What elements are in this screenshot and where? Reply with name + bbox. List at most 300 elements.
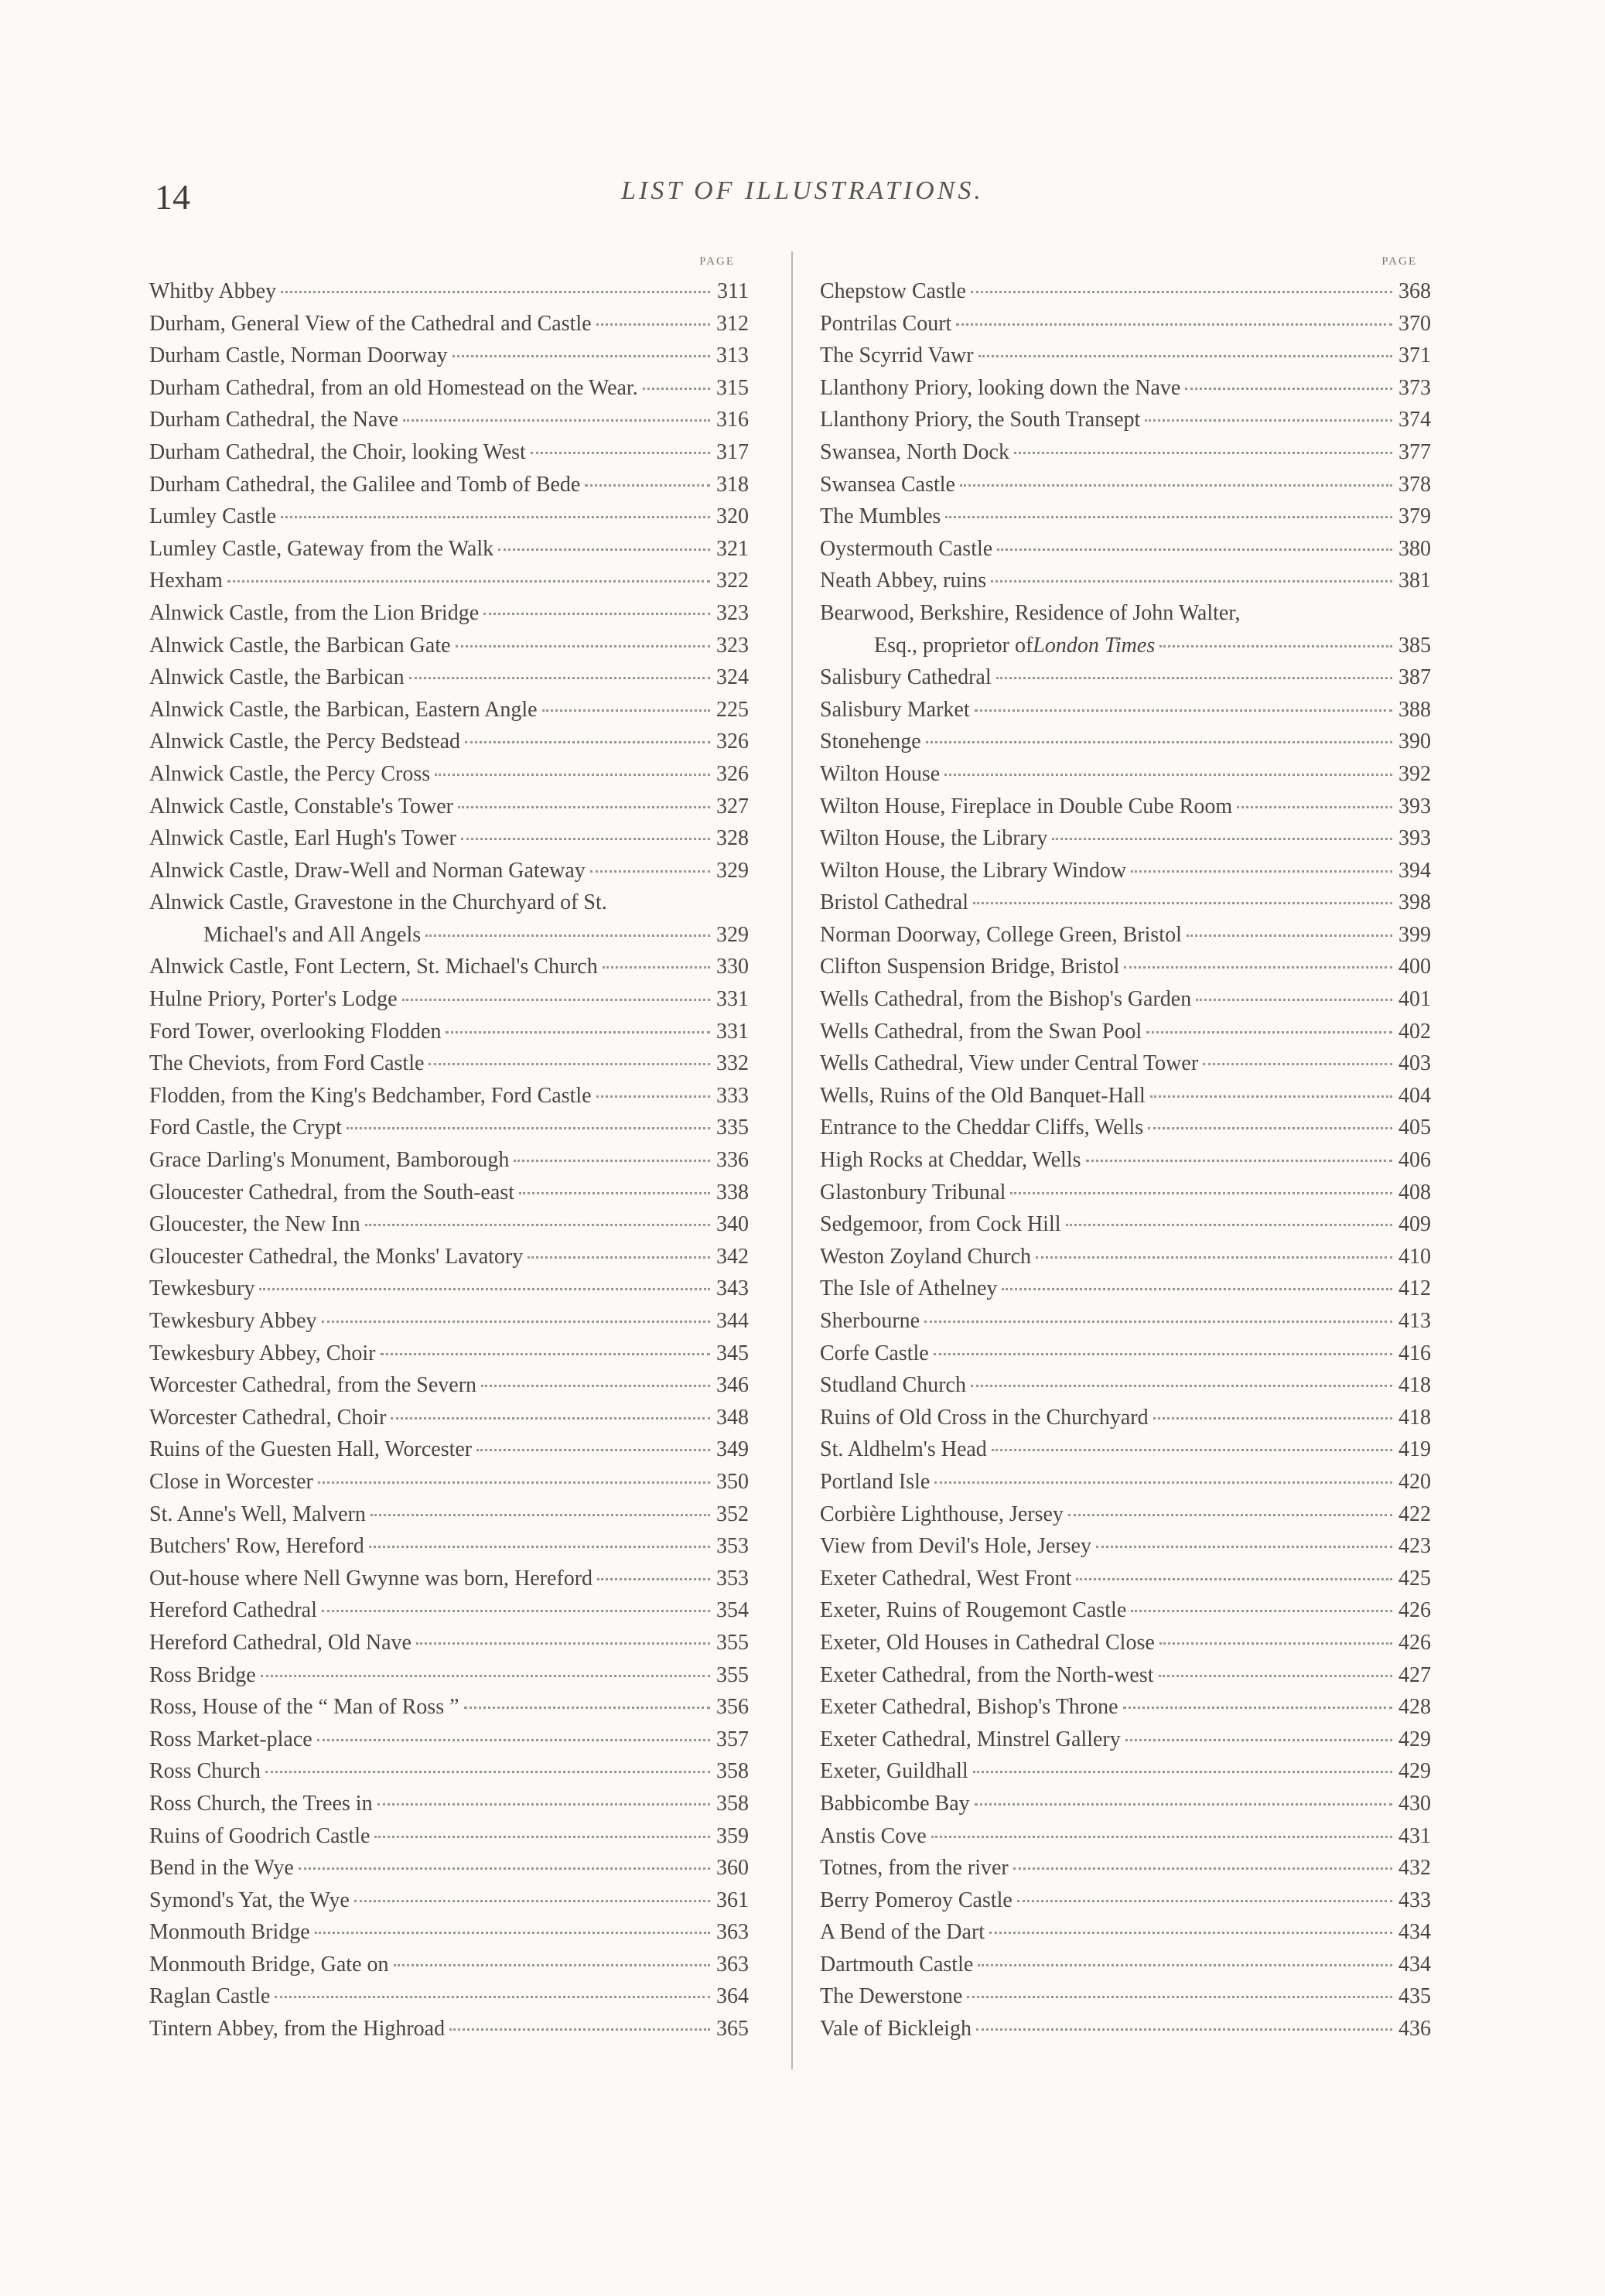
list-item bbox=[149, 1338, 749, 1370]
page-number-ref: 428 bbox=[1398, 1695, 1431, 1720]
dot-leader bbox=[458, 806, 710, 808]
page-number-ref: 346 bbox=[716, 1373, 749, 1398]
illustration-title: Butchers' Row, Hereford bbox=[149, 1534, 364, 1559]
dot-leader bbox=[585, 484, 710, 487]
illustration-title: Stonehenge bbox=[820, 729, 921, 754]
list-item bbox=[149, 1659, 749, 1692]
page-number-ref: 426 bbox=[1398, 1598, 1431, 1623]
list-item bbox=[820, 1241, 1431, 1273]
illustration-title: The Isle of Athelney bbox=[820, 1276, 998, 1301]
list-item bbox=[149, 1016, 749, 1048]
list-item bbox=[149, 275, 749, 308]
page-number-ref: 330 bbox=[716, 955, 749, 979]
page-number-ref: 329 bbox=[716, 922, 749, 947]
illustration-title: Llanthony Priory, the South Transept bbox=[820, 408, 1141, 432]
dot-leader bbox=[975, 709, 1392, 712]
page-number-ref: 363 bbox=[716, 1952, 749, 1977]
list-item bbox=[149, 1691, 749, 1724]
illustration-title: Gloucester, the New Inn bbox=[149, 1212, 360, 1237]
page-number-ref: 425 bbox=[1398, 1566, 1431, 1590]
dot-leader bbox=[971, 1385, 1392, 1387]
dot-leader bbox=[481, 1385, 710, 1387]
left-column bbox=[149, 255, 749, 2045]
illustration-title-italic: London Times bbox=[1033, 633, 1156, 658]
dot-leader bbox=[924, 1321, 1392, 1323]
illustration-title: Ross Church bbox=[149, 1759, 261, 1784]
illustration-title: Ruins of Goodrich Castle bbox=[149, 1823, 371, 1848]
list-item bbox=[149, 1530, 749, 1563]
illustration-title: Symond's Yat, the Wye bbox=[149, 1888, 350, 1912]
list-item bbox=[149, 1627, 749, 1659]
list-item bbox=[149, 1177, 749, 1209]
list-item bbox=[820, 1563, 1431, 1595]
list-item bbox=[149, 565, 749, 597]
page-number-ref: 433 bbox=[1398, 1888, 1431, 1912]
list-item bbox=[149, 1241, 749, 1273]
dot-leader bbox=[1153, 1417, 1392, 1420]
dot-leader bbox=[452, 355, 710, 357]
dot-leader bbox=[1124, 966, 1392, 969]
page-number-ref: 349 bbox=[716, 1437, 749, 1462]
list-item bbox=[149, 887, 749, 919]
illustration-title: A Bend of the Dart bbox=[820, 1920, 985, 1945]
illustration-title: Worcester Cathedral, from the Severn bbox=[149, 1373, 477, 1398]
illustration-title: Oystermouth Castle bbox=[820, 536, 993, 561]
page-number-ref: 340 bbox=[716, 1212, 749, 1237]
list-item bbox=[820, 372, 1431, 405]
list-item bbox=[149, 1305, 749, 1338]
page-number-ref: 405 bbox=[1398, 1116, 1431, 1140]
dot-leader bbox=[261, 1675, 710, 1677]
dot-leader bbox=[354, 1900, 710, 1902]
illustration-title: Raglan Castle bbox=[149, 1984, 271, 2009]
illustration-title: Exeter Cathedral, Minstrel Gallery bbox=[820, 1727, 1121, 1751]
illustration-title: Flodden, from the King's Bedchamber, Ford Castle bbox=[149, 1083, 592, 1108]
illustration-title: Sherbourne bbox=[820, 1309, 920, 1333]
list-item bbox=[149, 533, 749, 565]
illustration-title: Wells Cathedral, from the Swan Pool bbox=[820, 1019, 1142, 1044]
list-item bbox=[149, 1433, 749, 1466]
dot-leader bbox=[317, 1739, 710, 1741]
dot-leader bbox=[1187, 934, 1392, 937]
page-number-ref: 402 bbox=[1398, 1019, 1431, 1044]
list-item bbox=[149, 661, 749, 694]
list-item bbox=[149, 726, 749, 758]
list-item bbox=[820, 1852, 1431, 1884]
list-item bbox=[820, 436, 1431, 469]
illustration-title: Alnwick Castle, from the Lion Bridge bbox=[149, 600, 480, 625]
illustration-title: Exeter Cathedral, Bishop's Throne bbox=[820, 1695, 1118, 1720]
illustration-title: Ross Bridge bbox=[149, 1662, 256, 1687]
page-number-ref: 388 bbox=[1398, 697, 1431, 722]
list-item bbox=[149, 1498, 749, 1531]
illustration-title: High Rocks at Cheddar, Wells bbox=[820, 1148, 1081, 1173]
list-item bbox=[820, 1047, 1431, 1080]
page-number-ref: 333 bbox=[716, 1083, 749, 1108]
page-number-ref: 401 bbox=[1398, 987, 1431, 1012]
page-number-ref: 368 bbox=[1398, 279, 1431, 303]
list-item bbox=[149, 469, 749, 501]
illustration-title: Durham Cathedral, from an old Homestead on the Wear. bbox=[149, 375, 638, 400]
illustration-title: Durham Cathedral, the Galilee and Tomb of Bede bbox=[149, 472, 581, 497]
illustration-title: Alnwick Castle, Font Lectern, St. Michael's Church bbox=[149, 955, 598, 979]
page-number-ref: 344 bbox=[716, 1309, 749, 1333]
illustration-title: Wilton House, the Library Window bbox=[820, 858, 1127, 883]
dot-leader bbox=[596, 323, 710, 326]
page-number-ref: 404 bbox=[1398, 1083, 1431, 1108]
illustration-title: Glastonbury Tribunal bbox=[820, 1180, 1006, 1204]
dot-leader bbox=[1076, 1578, 1392, 1580]
illustration-title: Chepstow Castle bbox=[820, 279, 966, 303]
page-number-ref: 355 bbox=[716, 1630, 749, 1655]
illustration-title: Wilton House, Fireplace in Double Cube Room bbox=[820, 794, 1233, 818]
page-number-ref: 363 bbox=[716, 1920, 749, 1945]
page-column-header: PAGE bbox=[699, 255, 735, 268]
list-item bbox=[149, 1916, 749, 1949]
illustration-title: Close in Worcester bbox=[149, 1469, 313, 1494]
list-item bbox=[149, 1273, 749, 1305]
page-number-ref: 338 bbox=[716, 1180, 749, 1204]
page-number-ref: 400 bbox=[1398, 955, 1431, 979]
dot-leader bbox=[1010, 1192, 1392, 1194]
list-item bbox=[820, 533, 1431, 565]
page-number-ref: 427 bbox=[1398, 1662, 1431, 1687]
list-item bbox=[820, 1627, 1431, 1659]
dot-leader bbox=[1052, 838, 1392, 840]
page-column-header: PAGE bbox=[1381, 255, 1417, 268]
page-number-ref: 381 bbox=[1398, 569, 1431, 593]
dot-leader bbox=[1086, 1160, 1392, 1162]
illustration-title: Out-house where Nell Gwynne was born, Hereford bbox=[149, 1566, 593, 1590]
illustration-title: Hexham bbox=[149, 569, 223, 593]
list-item bbox=[149, 822, 749, 855]
illustration-title: Studland Church bbox=[820, 1373, 966, 1398]
list-item bbox=[820, 2013, 1431, 2045]
dot-leader bbox=[1131, 870, 1392, 873]
illustration-title: Tewkesbury bbox=[149, 1276, 255, 1301]
page-number-ref: 406 bbox=[1398, 1148, 1431, 1173]
list-item bbox=[820, 661, 1431, 694]
illustration-title: Durham Cathedral, the Choir, looking West bbox=[149, 439, 526, 464]
illustration-list-left bbox=[149, 275, 749, 2045]
dot-leader bbox=[381, 1353, 710, 1355]
list-item bbox=[149, 340, 749, 372]
illustration-title: Alnwick Castle, Earl Hugh's Tower bbox=[149, 826, 456, 851]
dot-leader bbox=[1159, 1642, 1392, 1645]
dot-leader bbox=[429, 1063, 710, 1065]
page-number-ref: 429 bbox=[1398, 1759, 1431, 1784]
dot-leader bbox=[403, 419, 710, 422]
list-item bbox=[149, 501, 749, 533]
dot-leader bbox=[978, 355, 1392, 357]
list-item bbox=[820, 1144, 1431, 1177]
right-column bbox=[820, 255, 1431, 2045]
illustration-title: St. Aldhelm's Head bbox=[820, 1437, 987, 1462]
illustration-title: Alnwick Castle, Constable's Tower bbox=[149, 794, 453, 818]
page-number-ref: 398 bbox=[1398, 890, 1431, 915]
dot-leader bbox=[322, 1610, 710, 1612]
illustration-title: St. Anne's Well, Malvern bbox=[149, 1502, 366, 1526]
illustration-title: Norman Doorway, College Green, Bristol bbox=[820, 922, 1182, 947]
page-number-ref: 320 bbox=[716, 504, 749, 529]
page-number-ref: 394 bbox=[1398, 858, 1431, 883]
page-number-ref: 353 bbox=[716, 1534, 749, 1559]
list-item bbox=[820, 1177, 1431, 1209]
list-item bbox=[820, 469, 1431, 501]
list-item bbox=[149, 1852, 749, 1884]
list-item bbox=[149, 1884, 749, 1917]
illustration-title: Ross Church, the Trees in bbox=[149, 1791, 373, 1816]
illustration-title: Pontrilas Court bbox=[820, 311, 952, 336]
illustration-title: Ford Tower, overlooking Flodden bbox=[149, 1019, 442, 1044]
illustration-title: Bristol Cathedral bbox=[820, 890, 969, 915]
dot-leader bbox=[365, 1224, 710, 1226]
list-item bbox=[149, 1112, 749, 1144]
dot-leader bbox=[281, 291, 710, 293]
dot-leader bbox=[1125, 1739, 1392, 1741]
dot-leader bbox=[461, 838, 710, 840]
illustration-title: Anstis Cove bbox=[820, 1823, 927, 1848]
dot-leader bbox=[1066, 1224, 1393, 1226]
dot-leader bbox=[989, 1932, 1392, 1934]
illustration-title: Tewkesbury Abbey, Choir bbox=[149, 1341, 376, 1365]
illustration-title: Ruins of Old Cross in the Churchyard bbox=[820, 1405, 1149, 1430]
dot-leader bbox=[402, 999, 710, 1001]
page-number-ref: 429 bbox=[1398, 1727, 1431, 1751]
dot-leader bbox=[391, 1417, 710, 1420]
list-item bbox=[149, 1047, 749, 1080]
illustration-title: Durham, General View of the Cathedral and Castle bbox=[149, 311, 592, 336]
dot-leader bbox=[315, 1932, 710, 1934]
page-number-ref: 358 bbox=[716, 1759, 749, 1784]
page-number-ref: 434 bbox=[1398, 1920, 1431, 1945]
page-number-ref: 374 bbox=[1398, 408, 1431, 432]
page-number-ref: 435 bbox=[1398, 1984, 1431, 2009]
list-item bbox=[149, 404, 749, 436]
dot-leader bbox=[931, 1836, 1392, 1838]
dot-leader bbox=[347, 1127, 710, 1129]
page-number-ref: 418 bbox=[1398, 1373, 1431, 1398]
page-number-ref: 378 bbox=[1398, 472, 1431, 497]
list-item bbox=[820, 1755, 1431, 1788]
illustration-title: Gloucester Cathedral, from the South-east bbox=[149, 1180, 514, 1204]
illustration-title: Alnwick Castle, the Barbican, Eastern Angle bbox=[149, 697, 538, 722]
list-item bbox=[820, 275, 1431, 308]
list-item bbox=[820, 855, 1431, 887]
page-number-ref: 315 bbox=[716, 375, 749, 400]
page-number: 14 bbox=[155, 177, 190, 217]
list-item bbox=[149, 758, 749, 791]
dot-leader bbox=[456, 645, 710, 647]
illustration-title: Hereford Cathedral bbox=[149, 1598, 317, 1623]
dot-leader bbox=[394, 1964, 710, 1966]
dot-leader bbox=[1196, 999, 1392, 1001]
illustration-title: Exeter Cathedral, from the North-west bbox=[820, 1662, 1154, 1687]
dot-leader bbox=[971, 291, 1392, 293]
page-number-ref: 430 bbox=[1398, 1791, 1431, 1816]
dot-leader bbox=[1203, 1063, 1392, 1065]
illustration-title: Totnes, from the river bbox=[820, 1856, 1009, 1881]
list-item bbox=[820, 822, 1431, 855]
dot-leader bbox=[926, 741, 1392, 743]
list-item bbox=[820, 501, 1431, 533]
page-number-ref: 345 bbox=[716, 1341, 749, 1365]
list-item bbox=[820, 919, 1431, 952]
dot-leader bbox=[976, 2028, 1392, 2031]
page-number-ref: 356 bbox=[716, 1695, 749, 1720]
dot-leader bbox=[1146, 1031, 1392, 1034]
page-number-ref: 331 bbox=[716, 987, 749, 1012]
page-number-ref: 416 bbox=[1398, 1341, 1431, 1365]
illustration-title: Babbicombe Bay bbox=[820, 1791, 970, 1816]
dot-leader bbox=[446, 1031, 710, 1034]
list-item bbox=[149, 308, 749, 340]
page-number-ref: 324 bbox=[716, 665, 749, 690]
list-item bbox=[149, 1402, 749, 1434]
dot-leader bbox=[318, 1481, 710, 1484]
dot-leader bbox=[597, 1578, 710, 1580]
page-number-ref: 431 bbox=[1398, 1823, 1431, 1848]
dot-leader bbox=[476, 1449, 710, 1451]
page-number-ref: 371 bbox=[1398, 343, 1431, 368]
illustration-title: The Dewerstone bbox=[820, 1984, 963, 2009]
list-item bbox=[149, 855, 749, 887]
dot-leader bbox=[498, 548, 710, 551]
page-number-ref: 317 bbox=[716, 439, 749, 464]
list-item bbox=[820, 726, 1431, 758]
dot-leader bbox=[1159, 1675, 1392, 1677]
dot-leader bbox=[934, 1481, 1392, 1484]
dot-leader bbox=[483, 613, 710, 615]
page-number-ref: 350 bbox=[716, 1469, 749, 1494]
illustration-title: Tintern Abbey, from the Highroad bbox=[149, 2017, 446, 2041]
list-item bbox=[820, 340, 1431, 372]
illustration-title: Wells Cathedral, from the Bishop's Garden bbox=[820, 987, 1192, 1012]
illustration-title: View from Devil's Hole, Jersey bbox=[820, 1534, 1091, 1559]
list-item bbox=[820, 1820, 1431, 1853]
list-item bbox=[149, 1369, 749, 1402]
illustration-title: Berry Pomeroy Castle bbox=[820, 1888, 1013, 1912]
dot-leader bbox=[1148, 1127, 1392, 1129]
illustration-title: Durham Cathedral, the Nave bbox=[149, 408, 398, 432]
dot-leader bbox=[1185, 388, 1392, 390]
list-item bbox=[820, 694, 1431, 726]
list-item bbox=[149, 1949, 749, 1981]
illustration-title: Ross Market-place bbox=[149, 1727, 312, 1751]
dot-leader bbox=[1145, 419, 1392, 422]
list-item bbox=[820, 1338, 1431, 1370]
dot-leader bbox=[299, 1867, 710, 1870]
illustration-title: Wells Cathedral, View under Central Tower bbox=[820, 1051, 1199, 1076]
illustration-title: Corfe Castle bbox=[820, 1341, 929, 1365]
dot-leader bbox=[973, 902, 1392, 904]
page-number-ref: 311 bbox=[717, 279, 749, 303]
page-number-ref: 364 bbox=[716, 1984, 749, 2009]
dot-leader bbox=[281, 516, 710, 518]
list-item bbox=[820, 758, 1431, 791]
page-number-ref: 423 bbox=[1398, 1534, 1431, 1559]
dot-leader bbox=[465, 741, 710, 743]
list-item bbox=[149, 436, 749, 469]
list-item bbox=[149, 597, 749, 630]
dot-leader bbox=[464, 1707, 710, 1709]
illustration-title: Entrance to the Cheddar Cliffs, Wells bbox=[820, 1116, 1144, 1140]
list-item bbox=[149, 951, 749, 983]
page-number-ref: 225 bbox=[716, 697, 749, 722]
page-number-ref: 328 bbox=[716, 826, 749, 851]
page-number-ref: 352 bbox=[716, 1502, 749, 1526]
list-item bbox=[820, 951, 1431, 983]
page-number-ref: 318 bbox=[716, 472, 749, 497]
page-number-ref: 327 bbox=[716, 794, 749, 818]
list-item bbox=[149, 1144, 749, 1177]
illustration-title: Alnwick Castle, the Percy Cross bbox=[149, 761, 431, 786]
illustration-title: The Scyrrid Vawr bbox=[820, 343, 974, 368]
illustration-title: Alnwick Castle, Draw-Well and Norman Gateway bbox=[149, 858, 586, 883]
page-number-ref: 365 bbox=[716, 2017, 749, 2041]
dot-leader bbox=[531, 452, 710, 454]
dot-leader bbox=[409, 677, 710, 679]
list-item bbox=[820, 308, 1431, 340]
dot-leader bbox=[1096, 1546, 1392, 1548]
list-item bbox=[149, 919, 749, 952]
page-number-ref: 392 bbox=[1398, 761, 1431, 786]
page-number-ref: 359 bbox=[716, 1823, 749, 1848]
list-item bbox=[149, 1563, 749, 1595]
list-item bbox=[820, 1980, 1431, 2013]
illustration-title: The Mumbles bbox=[820, 504, 941, 529]
page-number-ref: 357 bbox=[716, 1727, 749, 1751]
list-item bbox=[820, 1433, 1431, 1466]
page-number-ref: 329 bbox=[716, 858, 749, 883]
page-number-ref: 358 bbox=[716, 1791, 749, 1816]
list-item bbox=[820, 887, 1431, 919]
page-number-ref: 312 bbox=[716, 311, 749, 336]
dot-leader bbox=[934, 1353, 1392, 1355]
dot-leader bbox=[996, 677, 1392, 679]
illustration-title: Alnwick Castle, the Percy Bedstead bbox=[149, 729, 461, 754]
page-number-ref: 336 bbox=[716, 1148, 749, 1173]
page-number-ref: 348 bbox=[716, 1405, 749, 1430]
dot-leader bbox=[369, 1546, 710, 1548]
list-item bbox=[820, 1016, 1431, 1048]
dot-leader bbox=[528, 1256, 710, 1259]
list-item bbox=[820, 1884, 1431, 1917]
page-number-ref: 342 bbox=[716, 1244, 749, 1269]
list-item bbox=[149, 1208, 749, 1241]
dot-leader bbox=[978, 1964, 1392, 1966]
page-number-ref: 422 bbox=[1398, 1502, 1431, 1526]
illustration-title: Clifton Suspension Bridge, Bristol bbox=[820, 955, 1120, 979]
illustration-title: Alnwick Castle, Gravestone in the Churchyard of St. bbox=[149, 890, 607, 915]
page-number-ref: 385 bbox=[1398, 633, 1431, 658]
page-number-ref: 420 bbox=[1398, 1469, 1431, 1494]
list-item bbox=[149, 1466, 749, 1498]
page-number-ref: 379 bbox=[1398, 504, 1431, 529]
illustration-title: The Cheviots, from Ford Castle bbox=[149, 1051, 425, 1076]
illustration-title: Hereford Cathedral, Old Nave bbox=[149, 1630, 411, 1655]
page-number-ref: 412 bbox=[1398, 1276, 1431, 1301]
dot-leader bbox=[960, 484, 1392, 487]
dot-leader bbox=[519, 1192, 710, 1194]
list-item bbox=[149, 1788, 749, 1820]
illustration-title: Monmouth Bridge, Gate on bbox=[149, 1952, 389, 1977]
dot-leader bbox=[1017, 1900, 1392, 1902]
illustration-title: Ross, House of the “ Man of Ross ” bbox=[149, 1695, 459, 1720]
illustration-title: Salisbury Market bbox=[820, 697, 970, 722]
illustration-title: Monmouth Bridge bbox=[149, 1920, 310, 1945]
dot-leader bbox=[1036, 1256, 1392, 1259]
